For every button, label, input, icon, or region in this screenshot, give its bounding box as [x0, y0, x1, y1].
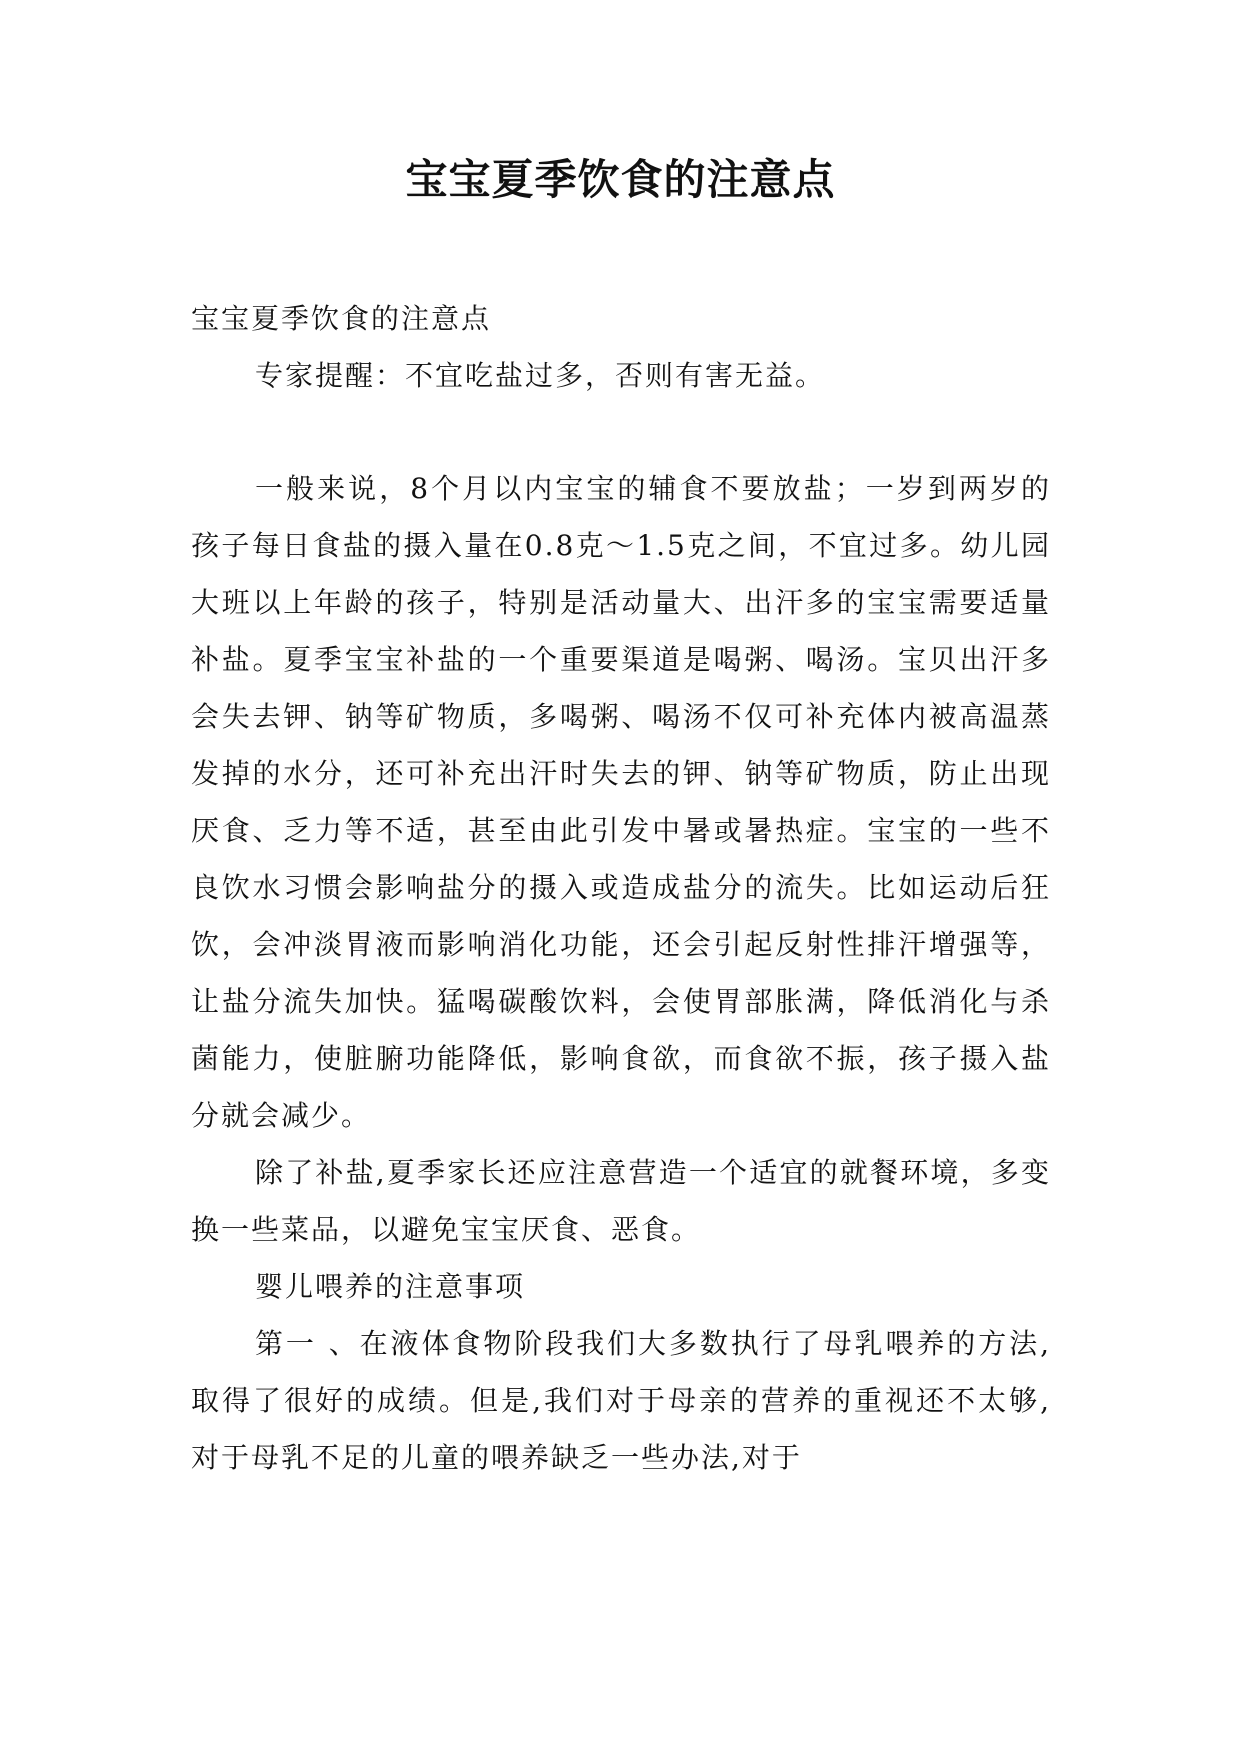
- section-heading: 婴儿喂养的注意事项: [255, 1270, 526, 1303]
- subtitle-paragraph: 宝宝夏季饮食的注意点: [191, 302, 492, 335]
- document-title: 宝宝夏季饮食的注意点: [405, 155, 836, 204]
- feeding-first-point-paragraph: 第一 、在液体食物阶段我们大多数执行了母乳喂养的方法,取得了很好的成绩。但是,我们对于母亲的营养的重视还不太够,对于母乳不足的儿童的喂养缺乏一些办法,对于: [191, 1327, 1051, 1474]
- salt-intake-paragraph: 一般来说，8个月以内宝宝的辅食不要放盐；一岁到两岁的孩子每日食盐的摄入量在0.8克～1.5克之间，不宜过多。幼儿园大班以上年龄的孩子，特别是活动量大、出汗多的宝宝需要适量补盐。夏季宝宝补盐的一个重要渠道是喝粥、喝汤。宝贝出汗多会失去钾、钠等矿物质，多喝粥、喝汤不仅可补充体内被高温蒸发掉的水分，还可补充出汗时失去的钾、钠等矿物质，防止出现厌食、乏力等不适，甚至由此引发中暑或暑热症。宝宝的一些不良饮水习惯会影响盐分的摄入或造成盐分的流失。比如运动后狂饮，会冲淡胃液而影响消化功能，还会引起反射性排汗增强等，让盐分流失加快。猛喝碳酸饮料，会使胃部胀满，降低消化与杀菌能力，使脏腑功能降低，影响食欲，而食欲不振，孩子摄入盐分就会减少。: [191, 472, 1051, 1132]
- dining-environment-paragraph: 除了补盐,夏季家长还应注意营造一个适宜的就餐环境，多变换一些菜品，以避免宝宝厌食、恶食。: [191, 1156, 1051, 1246]
- document-body: [191, 290, 1051, 1486]
- paragraph-spacer: [191, 404, 1051, 460]
- expert-tip-paragraph: 专家提醒：不宜吃盐过多，否则有害无益。: [255, 359, 826, 392]
